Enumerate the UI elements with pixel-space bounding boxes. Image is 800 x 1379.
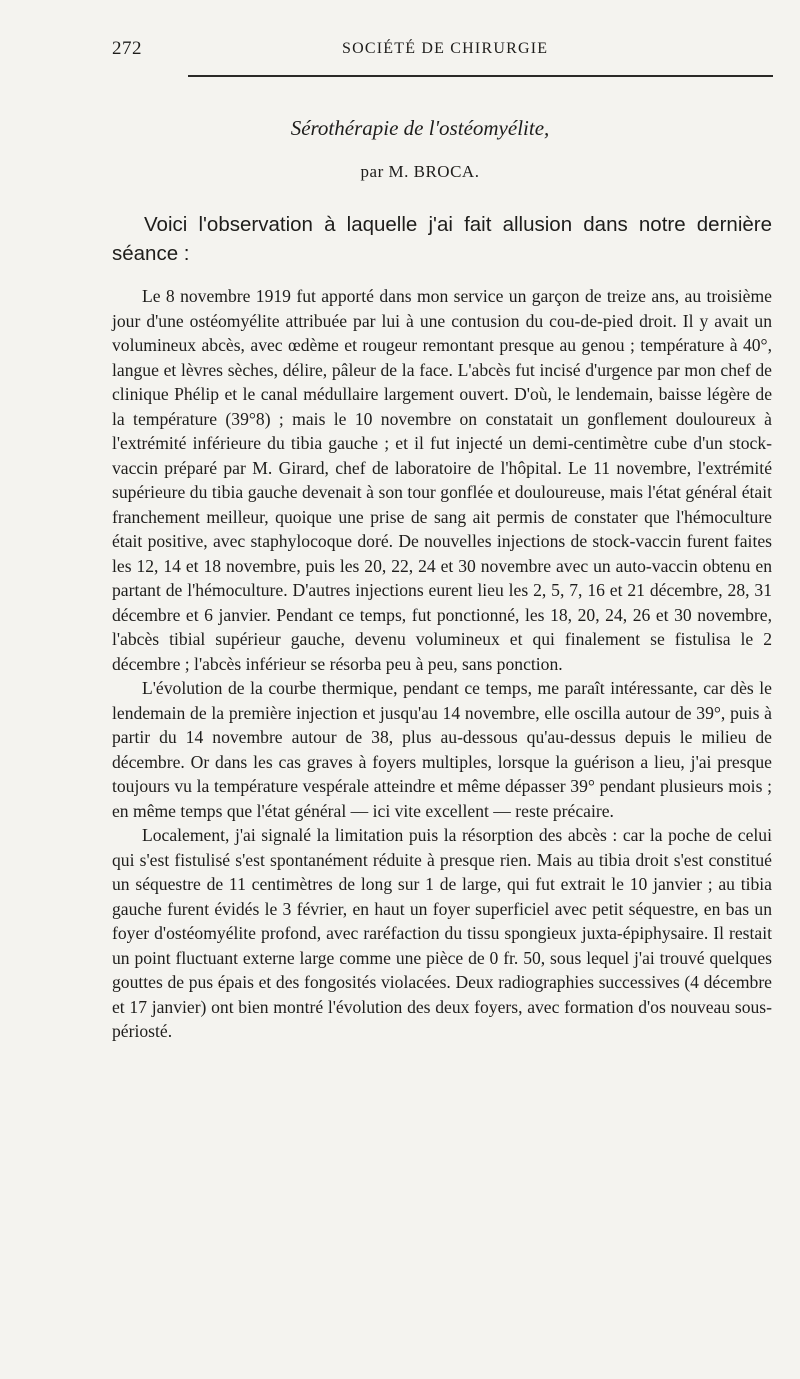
body-paragraph: Localement, j'ai signalé la limitation puis la résorption des abcès : car la poche de celui qui s'est fistulisé s'est spontanément réduite à presque rien. Mais au tibia droit s'est constitué un séquestre de 11 centimètres de long sur 1 de large, qui fut extrait le 10 janvier ; au tibia gauche furent évidés le 3 février, en haut un foyer superficiel avec petit séquestre, en bas un foyer d'ostéomyélite profond, avec raréfaction du tissu spongieux juxta-épiphysaire. Il restait un point fluctuant externe large comme une pièce de 0 fr. 50, sous lequel j'ai trouvé quelques gouttes de pus épais et des fongosités violacées. Deux radiographies successives (4 décembre et 17 janvier) ont bien montré l'évolution des deux foyers, avec formation d'os nouveau sous-périosté. xyxy=(112,825,772,1041)
header-rule xyxy=(188,75,773,77)
page-header xyxy=(112,38,766,64)
article-body xyxy=(112,284,772,1044)
running-head: SOCIÉTÉ DE CHIRURGIE xyxy=(342,40,549,57)
intro-paragraph: Voici l'observation à laquelle j'ai fait allusion dans notre dernière séance : xyxy=(112,213,772,265)
page-number: 272 xyxy=(112,38,142,59)
body-paragraph: L'évolution de la courbe thermique, pendant ce temps, me paraît intéressante, car dès le lendemain de la première injection et jusqu'au 14 novembre, elle oscilla autour de 39°, puis à partir du 14 novembre autour de 38, plus au-dessous qu'au-dessus depuis le milieu de décembre. Or dans les cas graves à foyers multiples, lorsque la guérison a lieu, j'ai presque toujours vu la température vespérale atteindre et même dépasser 39° pendant plusieurs mois ; en même temps que l'état général — ici vite excellent — reste précaire. xyxy=(112,678,772,821)
body-paragraph: Le 8 novembre 1919 fut apporté dans mon service un garçon de treize ans, au troisième jour d'une ostéomyélite attribuée par lui à une contusion du cou-de-pied droit. Il y avait un volumineux abcès, avec œdème et rougeur remontant presque au genou ; température à 40°, langue et lèvres sèches, délire, pâleur de la face. L'abcès fut incisé d'urgence par mon chef de clinique Phélip et le canal médullaire largement ouvert. D'où, le lendemain, baisse légère de la température (39°8) ; mais le 10 novembre on constatait un gonflement douloureux à l'extrémité inférieure du tibia gauche ; et il fut injecté un demi-centimètre cube d'un stock-vaccin préparé par M. Girard, chef de laboratoire de l'hôpital. Le 11 novembre, l'extrémité supérieure du tibia gauche devenait à son tour gonflée et douloureuse, mais l'état général était franchement meilleur, quoique une prise de sang ait permis de constater que l'hémoculture était positive, avec staphylocoque doré. De nouvelles injections de stock-vaccin furent faites les 12, 14 et 18 novembre, puis les 20, 22, 24 et 30 novembre avec un auto-vaccin obtenu en partant de l'hémoculture. D'autres injections eurent lieu les 2, 5, 7, 16 et 21 décembre, 28, 31 décembre et 6 janvier. Pendant ce temps, fut ponctionné, les 18, 20, 24, 26 et 30 novembre, l'abcès tibial supérieur gauche, devenu volumineux et qui finalement se fistulisa le 2 décembre ; l'abcès inférieur se résorba peu à peu, sans ponction. xyxy=(112,286,772,674)
article-byline: par M. BROCA. xyxy=(360,162,480,181)
article-title: Sérothérapie de l'ostéomyélite, xyxy=(290,116,550,140)
